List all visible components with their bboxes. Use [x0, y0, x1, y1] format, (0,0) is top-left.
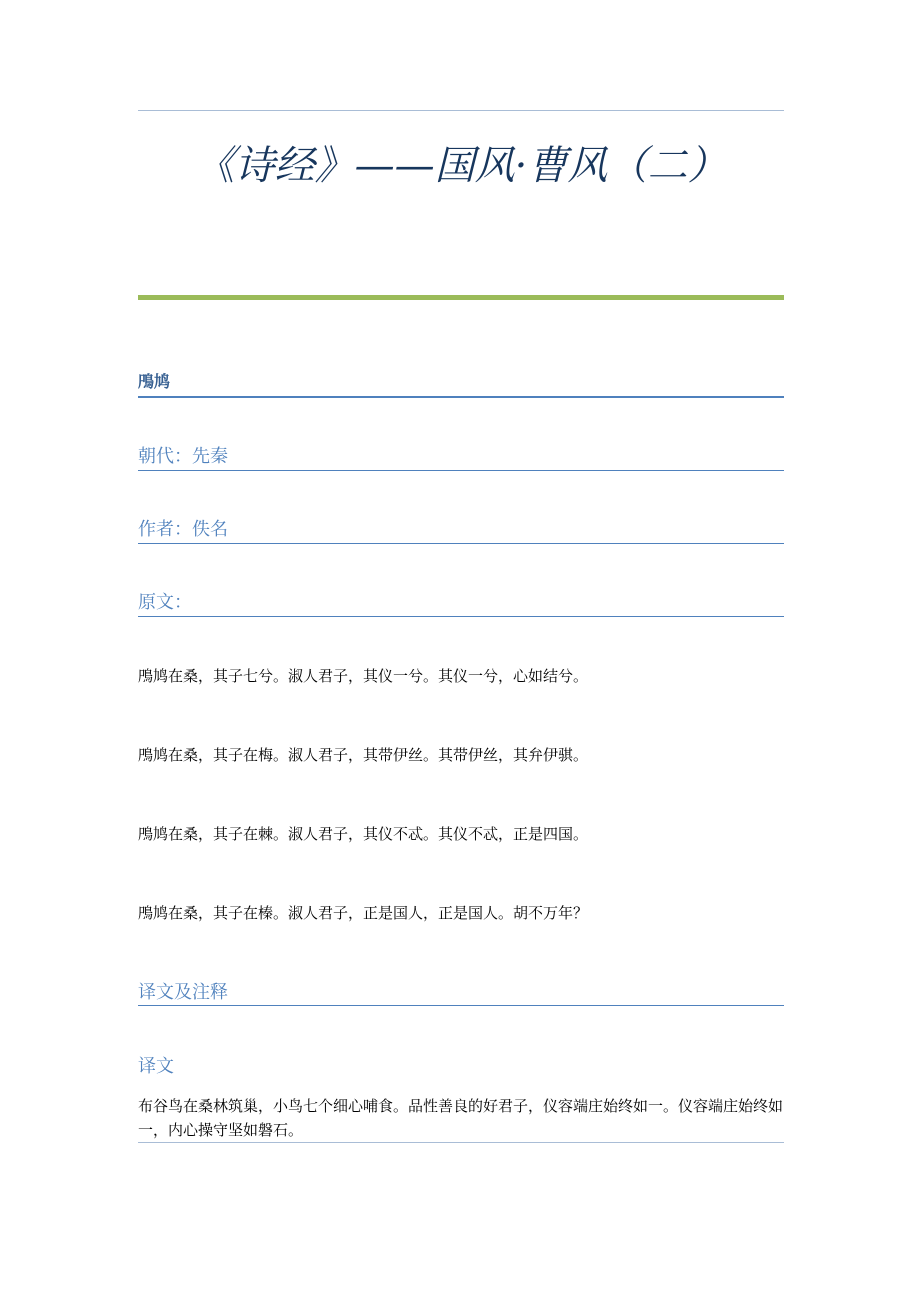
author-field: 作者：佚名: [138, 519, 228, 540]
poem-title: 鳲鸠: [138, 372, 171, 391]
dynasty-field: 朝代：先秦: [138, 446, 228, 467]
translation-section-heading: 译文及注释: [138, 982, 228, 1003]
document-page: [138, 0, 784, 1302]
document-title: 《诗经》——国风·曹风（二）: [194, 143, 728, 189]
translation-heading: 译文: [138, 1056, 174, 1077]
poem-title-divider: [138, 396, 784, 398]
verse-line: 鳲鸠在桑，其子七兮。淑人君子，其仪一兮。其仪一兮，心如结兮。: [138, 667, 589, 685]
author-divider: [138, 543, 784, 544]
title-underline: [138, 295, 784, 300]
verse-line: 鳲鸠在桑，其子在梅。淑人君子，其带伊丝。其带伊丝，其弁伊骐。: [138, 746, 589, 764]
translation-section-divider: [138, 1005, 784, 1006]
bottom-divider: [138, 1142, 784, 1143]
top-divider: [138, 110, 784, 111]
original-text-label: 原文：: [138, 592, 192, 613]
verse-line: 鳲鸠在桑，其子在棘。淑人君子，其仪不忒。其仪不忒，正是四国。: [138, 825, 589, 843]
verse-line: 鳲鸠在桑，其子在榛。淑人君子，正是国人，正是国人。胡不万年？: [138, 904, 589, 922]
translation-paragraph: 布谷鸟在桑林筑巢，小鸟七个细心哺食。品性善良的好君子，仪容端庄始终如一。仪容端庄始终如一，内心操守坚如磐石。: [138, 1097, 784, 1139]
original-text-divider: [138, 616, 784, 617]
dynasty-divider: [138, 470, 784, 471]
